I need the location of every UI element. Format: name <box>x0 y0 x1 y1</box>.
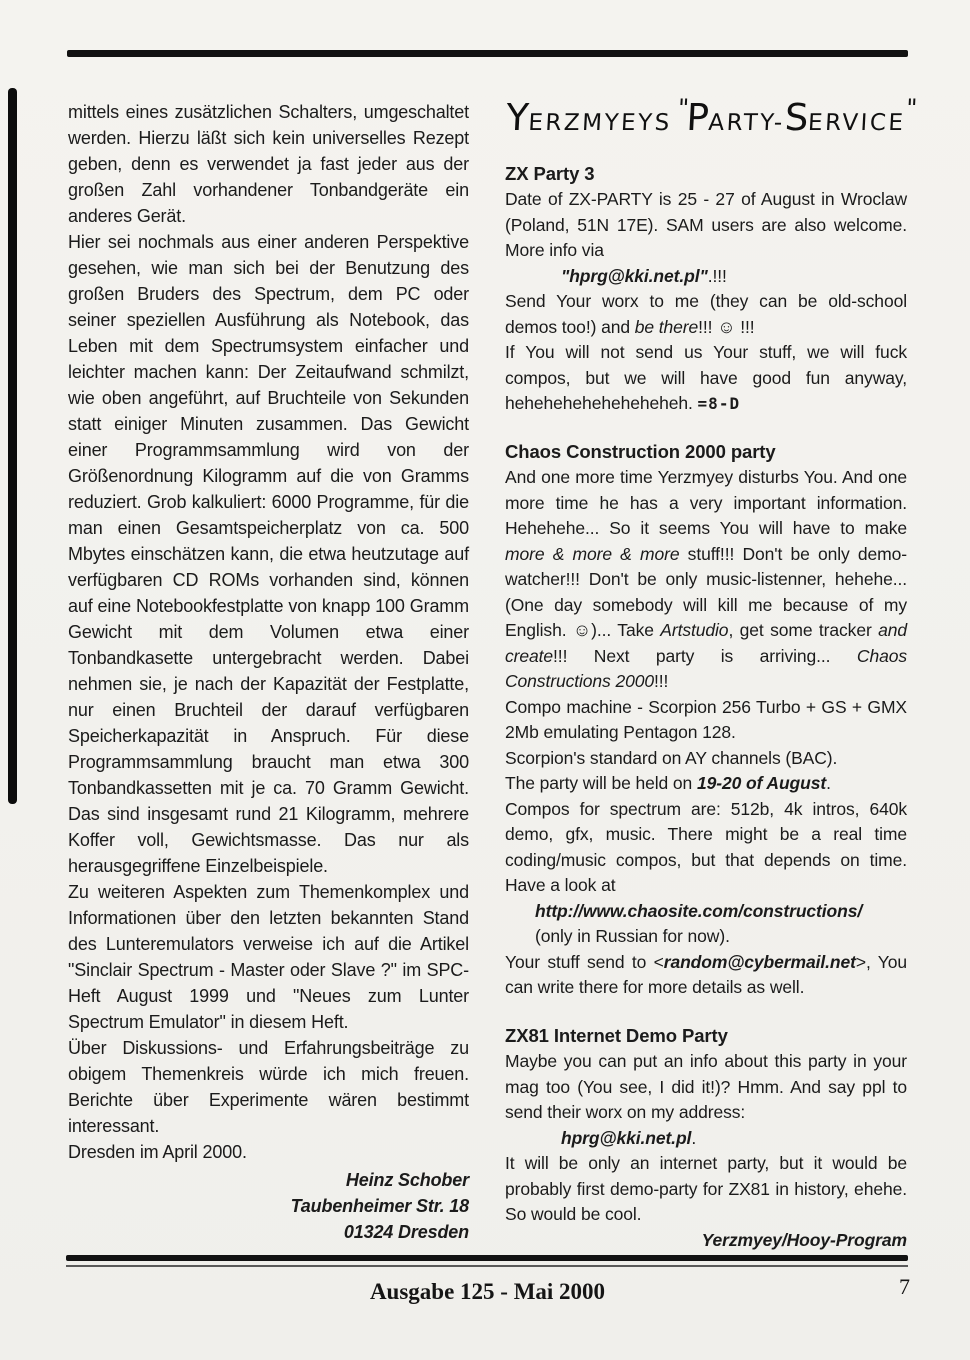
article-title <box>504 94 916 139</box>
paragraph: And one more time Yerzmyey disturbs You. And one more time he has a very important information. Hehehehe... So it seems You will have to make more & more & more stuff!!! Don't be only demo-watcher!!! Don't be only music-listenner, hehehe...(One day somebody will kill me because of my English. ☺)... Take Artstudio, get some tracker and create!!! Next party is arriving... Chaos Constructions 2000!!! <box>505 467 907 691</box>
section-chaos-construction <box>505 439 907 1001</box>
section-zx-party-3 <box>505 161 907 417</box>
paragraph: Scorpion's standard on AY channels (BAC). <box>505 747 838 768</box>
title-dash: - <box>773 110 786 136</box>
paragraph: Your stuff send to <random@cybermail.net>, You can write there for more details as well. <box>505 951 907 997</box>
paragraph: Hier sei nochmals aus einer anderen Perspektive gesehen, wie man sich bei der Benutzung des großen Bruders des Spectrum, dem PC oder seiner speziellen Ausführung als Notebook, das Leben mit dem Spectrumsystem einfacher und leichter machen kann: Der Zeitaufwand schmilzt, wie oben angeführt, auf Bruchteile von Sekunden statt einiger Minuten zusammen. Das Gewicht einer Programmsammlung wird von der Größenordnung Kilogramm auf die von Gramms reduziert. Grob kalkuliert: 6000 Programme, für die man einen Gesamtspeicherplatz von ca. 500 Mbytes einschätzen kann, die etwa heutzutage auf verfügbaren CD ROMs vorhanden sind, können auf eine Notebookfestplatte von knapp 100 Gramm Gewicht mit dem Volumen etwa einer Tonbandkasette untergebracht werden. Dabei nehmen sie, je nach der Kapazität der Festplatte, nur einen Bruchteil der darauf verfügbaren Speicherkapazität in Anspruch. Für diese Programmsammlung braucht man etwa 300 Tonbandkassetten mit je ca. 70 Gramm Gewicht. Das sind insgesamt rund 21 Kilogramm, mehrere Koffer voll, Gewichtsmasse. Das nur als herausgegriffene Einzelbeispiele. <box>68 232 469 876</box>
section-zx81-internet-demo-party <box>505 1023 907 1254</box>
bottom-rule-echo <box>66 1265 908 1267</box>
paragraph: Compos for spectrum are: 512b, 4k intros, 640k demo, gfx, music. There might be a real time coding/music compos, but that depends on time. Have a look at <box>505 798 907 895</box>
email-line: "hprg@kki.net.pl".!!! <box>561 265 727 286</box>
right-column <box>504 94 916 1253</box>
paragraph: If You will not send us Your stuff, we will fuck compos, but we will have good fun anyway, heheheheheheheheheh. =8-D <box>505 342 907 413</box>
paragraph: Dresden im April 2000. <box>68 1142 247 1162</box>
footer-page-number: 7 <box>899 1274 910 1299</box>
signature-street: Taubenheimer Str. 18 <box>290 1196 469 1216</box>
email-line: hprg@kki.net.pl. <box>561 1127 697 1148</box>
title-initial: Y <box>504 96 530 139</box>
title-quote-open: " <box>677 94 688 122</box>
title-quote-close: " <box>905 94 916 122</box>
paragraph: mittels eines zusätzlichen Schalters, umgeschaltet werden. Hierzu läßt sich kein universelles Rezept geben, denn es verwendet ja fast jeder aus der großen Zahl vorhandener Tonbandgeräte ein anderes Gerät. <box>68 102 469 226</box>
scan-artifact-bar <box>8 88 17 804</box>
paragraph: The party will be held on 19-20 of August. <box>505 773 831 793</box>
paragraph: Zu weiteren Aspekten zum Themenkomplex und Informationen über den letzten bekannten Stand des Lunteremulators verweise ich auf die Artikel "Sinclair Spectrum - Master oder Slave ?" im SPC-Heft August 1999 und "Neues zum Lunter Spectrum Emulator" in diesem Heft. <box>68 882 469 1032</box>
paragraph: Maybe you can put an info about this party in your mag too (You see, I did it!)? Hmm. And say ppl to send their worx on my address: <box>505 1051 907 1122</box>
signature-city: 01324 Dresden <box>343 1222 469 1242</box>
section-heading: Chaos Construction 2000 party <box>505 440 776 462</box>
title-text: ARTY <box>707 110 775 136</box>
title-initial: S <box>783 96 810 139</box>
top-rule <box>67 50 908 57</box>
section-heading: ZX Party 3 <box>505 162 595 184</box>
paragraph: It will be only an internet party, but it would be probably first demo-party for ZX81 in history, ehehe. So would be cool. <box>505 1153 907 1224</box>
paragraph: Send Your worx to me (they can be old-school demos too!) and be there!!! ☺ !!! <box>505 291 907 337</box>
bottom-rule <box>66 1255 908 1261</box>
paragraph: Date of ZX-PARTY is 25 - 27 of August in Wroclaw (Poland, 51N 17E). SAM users are also welcome. More info via <box>505 189 907 260</box>
url-line: http://www.chaosite.com/constructions/ <box>535 900 863 921</box>
section-heading: ZX81 Internet Demo Party <box>505 1024 728 1046</box>
url-note-line: (only in Russian for now). <box>535 926 730 946</box>
paragraph: Über Diskussions- und Erfahrungsbeiträge zu obigem Themenkreis würde ich mich freuen. Berichte über Experimente wären bestimmt interessant. <box>68 1038 469 1136</box>
paragraph: Compo machine - Scorpion 256 Turbo + GS + GMX 2Mb emulating Pentagon 128. <box>505 696 907 742</box>
author-signature <box>68 1167 469 1245</box>
article-byline: Yerzmyey/Hooy-Program <box>701 1229 907 1250</box>
title-text: ERVICE <box>807 110 907 136</box>
title-initial: P <box>685 96 710 139</box>
left-column <box>68 99 469 1245</box>
signature-name: Heinz Schober <box>345 1170 469 1190</box>
footer-issue-label: Ausgabe 125 - Mai 2000 <box>369 1279 606 1304</box>
title-text: ERZMYEYS <box>527 110 673 136</box>
